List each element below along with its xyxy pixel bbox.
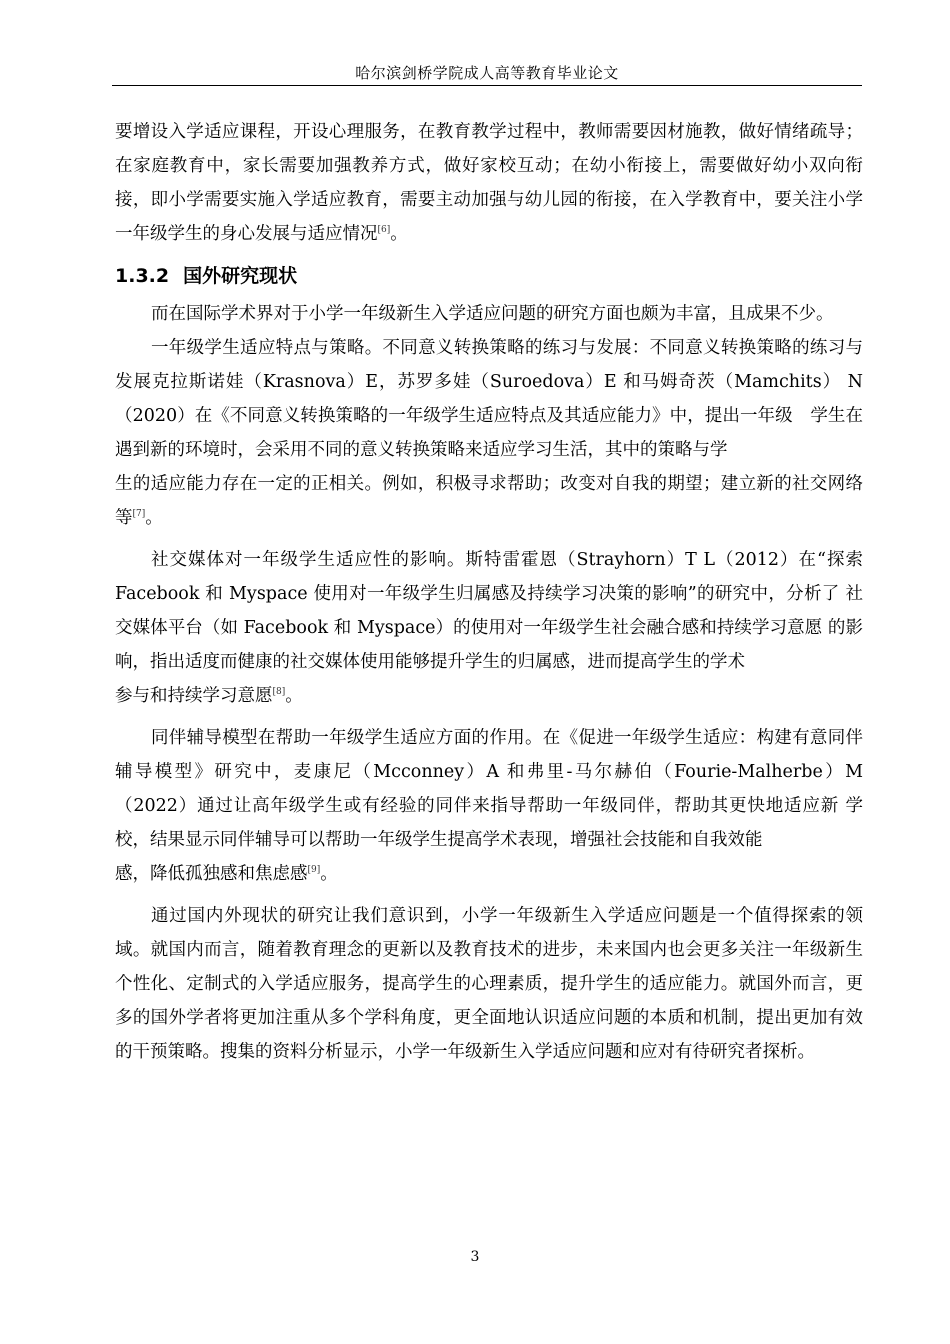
paragraph-adaptation-strategies <box>115 331 863 467</box>
citation-ref: [7] <box>132 509 146 520</box>
paragraph-text: 一年级学生适应特点与策略。不同意义转换策略的练习与发展：不同意义转换策略的练习与发展克拉斯诺娃（Krasnova）E，苏罗多娃（Suroedova）E 和马姆奇茨（Mamchits） N（2020）在《不同意义转换策略的一年级学生适应特点及其适应能力》中，提出一年级 学生在遇到新的环境时，会采用不同的意义转换策略来适应学习生活，其中的策略与学 <box>115 338 863 460</box>
section-heading <box>115 261 863 291</box>
paragraph-peer-mentoring <box>115 721 863 857</box>
citation-ref: [8] <box>272 687 286 698</box>
paragraph-peer-mentoring-cont <box>115 857 863 891</box>
citation-ref: [6] <box>377 225 391 236</box>
page-content <box>115 115 863 1069</box>
paragraph-social-media-cont <box>115 679 863 713</box>
paragraph-continuation <box>115 115 863 251</box>
page-header: 哈尔滨剑桥学院成人高等教育毕业论文 <box>355 64 619 82</box>
paragraph-tail: 。 <box>145 508 163 528</box>
paragraph-text: 生的适应能力存在一定的正相关。例如，积极寻求帮助；改变对自我的期望；建立新的社交网络等 <box>115 474 863 528</box>
paragraph-social-media <box>115 543 863 679</box>
paragraph-tail: 。 <box>285 686 303 706</box>
paragraph-conclusion: 通过国内外现状的研究让我们意识到，小学一年级新生入学适应问题是一个值得探索的领域。就国内而言，随着教育理念的更新以及教育技术的进步，未来国内也会更多关注一年级新生个性化、定制式的入学适应服务，提高学生的心理素质，提升学生的适应能力。就国外而言，更多的国外学者将更加注重从多个学科角度，更全面地认识适应问题的本质和机制，提出更加有效的干预策略。搜集的资料分析显示，小学一年级新生入学适应问题和应对有待研究者探析。 <box>115 906 863 1062</box>
section-number: 1.3.2 <box>115 265 170 287</box>
citation-ref: [9] <box>307 865 321 876</box>
page-number: 3 <box>470 1249 480 1265</box>
paragraph-text: 感，降低孤独感和焦虑感 <box>115 864 308 884</box>
paragraph-text: 社交媒体对一年级学生适应性的影响。斯特雷霍恩（Strayhorn）T L（2012）在“探索 Facebook 和 Myspace 使用对一年级学生归属感及持续学习决策的影响”的研究中，分析了 社交媒体平台（如 Facebook 和 Myspace）的使用对一年级学生社会融合感和持续学习意愿 的影响，指出适度而健康的社交媒体使用能够提升学生的归属感，进而提高学生的学术 <box>115 550 863 672</box>
paragraph-tail: 。 <box>320 864 338 884</box>
paragraph-text: 参与和持续学习意愿 <box>115 686 273 706</box>
paragraph-text: 同伴辅导模型在帮助一年级学生适应方面的作用。在《促进一年级学生适应：构建有意同伴辅导模型》研究中，麦康尼（Mcconney）A 和弗里-马尔赫伯（Fourie-Malherbe）M （2022）通过让高年级学生或有经验的同伴来指导帮助一年级同伴，帮助其更快地适应新 学校，结果显示同伴辅导可以帮助一年级学生提高学术表现，增强社会技能和自我效能 <box>115 728 863 850</box>
section-title: 国外研究现状 <box>183 265 298 287</box>
paragraph-adaptation-strategies-cont <box>115 467 863 535</box>
paragraph-intro: 而在国际学术界对于小学一年级新生入学适应问题的研究方面也颇为丰富，且成果不少。 <box>151 304 834 324</box>
paragraph-text: 要增设入学适应课程，开设心理服务，在教育教学过程中，教师需要因材施教，做好情绪疏导；在家庭教育中，家长需要加强教养方式，做好家校互动；在幼小衔接上，需要做好幼小双向衔接，即小学需要实施入学适应教育，需要主动加强与幼儿园的衔接，在入学教育中，要关注小学一年级学生的身心发展与适应情况 <box>115 122 863 244</box>
paragraph-tail: 。 <box>390 224 408 244</box>
header-rule <box>112 85 862 86</box>
